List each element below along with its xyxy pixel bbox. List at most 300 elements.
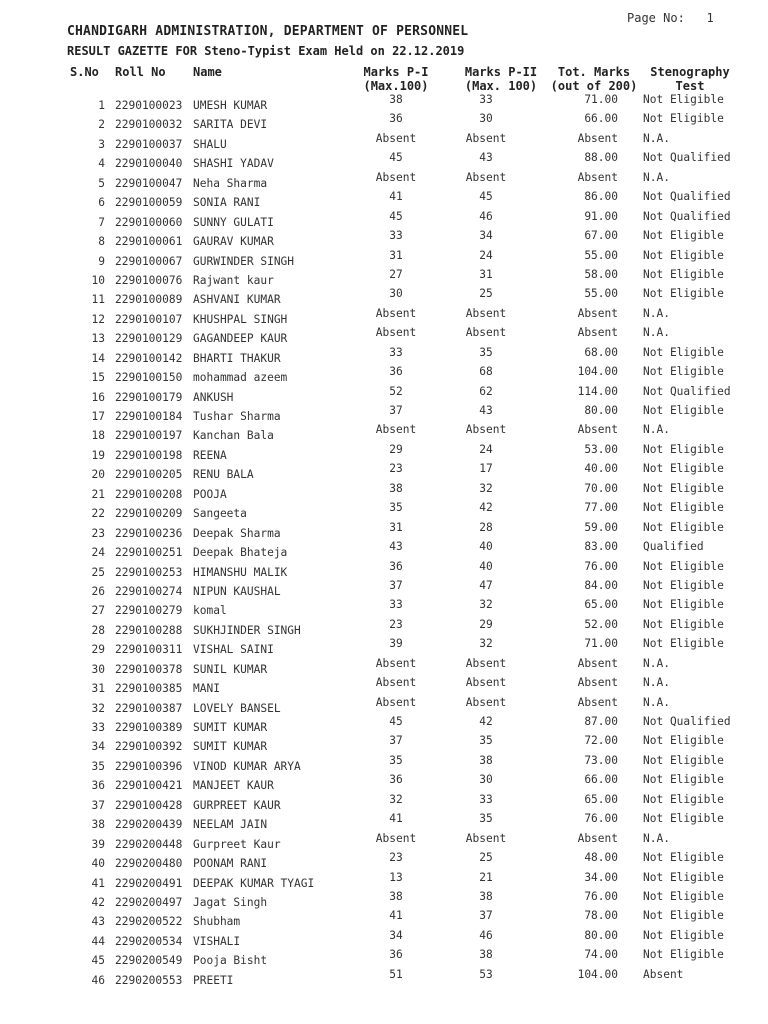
cell-roll-no: 2290100023 [115,99,183,112]
cell-total-marks: 70.00 [584,481,618,495]
cell-name: REENA [193,448,227,462]
cell-name: SUNIL KUMAR [193,662,268,676]
cell-sno: 46 [91,973,105,987]
cell-marks-p1: 38 [389,93,403,106]
cell-marks-p1: 45 [389,209,403,223]
cell-marks-p1: 41 [389,909,403,923]
cell-sno: 23 [91,526,105,540]
cell-marks-p2: 33 [479,93,493,106]
cell-name: SHASHI YADAV [193,157,274,171]
cell-roll-no: 2290100208 [115,487,183,501]
cell-total-marks: 68.00 [584,345,618,359]
cell-marks-p2: 53 [479,967,493,981]
cell-roll-no: 2290100387 [115,701,183,715]
cell-name: komal [193,604,227,618]
cell-roll-no: 2290200553 [115,973,183,987]
cell-steno-result: Not Eligible [643,617,724,631]
cell-total-marks: 65.00 [584,792,618,806]
cell-sno: 11 [91,293,105,307]
cell-total-marks: 77.00 [584,501,618,515]
cell-sno: 35 [91,759,105,773]
cell-total-marks: 74.00 [584,948,618,962]
cell-roll-no: 2290200522 [115,915,183,929]
header-marks-p1 [350,65,442,93]
cell-sno: 29 [91,643,105,657]
cell-steno-result: Not Eligible [643,112,724,126]
cell-total-marks: 88.00 [584,151,618,165]
cell-roll-no: 2290200549 [115,954,183,968]
cell-marks-p1: 52 [389,384,403,398]
cell-marks-p1: 41 [389,812,403,826]
cell-marks-p2: 24 [479,248,493,262]
header-total-line1: Tot. Marks [557,65,631,79]
cell-roll-no: 2290200480 [115,857,183,871]
cell-name: Gurpreet Kaur [193,837,281,851]
cell-steno-result: Qualified [643,540,704,554]
cell-total-marks: 52.00 [584,617,618,631]
cell-roll-no: 2290100040 [115,157,183,171]
cell-total-marks: 40.00 [584,462,618,476]
cell-total-marks: 55.00 [584,287,618,301]
cell-sno: 45 [91,954,105,968]
header-marks-p2-line1: Marks P-II [464,65,538,79]
cell-marks-p1: 29 [389,442,403,456]
cell-marks-p2: 62 [479,384,493,398]
cell-steno-result: Not Eligible [643,404,724,417]
cell-steno-result: Not Eligible [643,501,724,515]
cell-name: GAGANDEEP KAUR [193,332,288,346]
cell-sno: 12 [91,312,105,326]
cell-marks-p1: 35 [389,501,403,515]
cell-steno-result: Not Eligible [643,734,724,748]
cell-marks-p1: 33 [389,345,403,359]
cell-sno: 38 [91,818,105,832]
cell-steno-result: N.A. [643,831,670,845]
cell-name: VISHAL SAINI [193,643,274,657]
cell-roll-no: 2290100198 [115,448,183,462]
cell-marks-p2: 40 [479,540,493,554]
cell-sno: 2 [98,118,105,132]
cell-roll-no: 2290100428 [115,798,183,812]
cell-total-marks: Absent [577,423,618,437]
cell-roll-no: 2290100047 [115,176,183,190]
cell-marks-p1: 36 [389,112,403,126]
page-number-value: 1 [706,11,714,25]
cell-sno: 3 [98,137,105,151]
cell-marks-p1: Absent [375,423,417,437]
cell-marks-p2: 42 [479,501,493,515]
cell-name: SARITA DEVI [193,118,268,132]
cell-total-marks: 91.00 [584,209,618,223]
cell-sno: 17 [91,410,105,423]
cell-sno: 30 [91,662,105,676]
cell-name: SUMIT KUMAR [193,721,268,734]
cell-marks-p1: Absent [375,831,417,845]
cell-total-marks: 114.00 [577,384,618,398]
cell-marks-p2: 37 [479,909,493,923]
cell-sno: 19 [91,448,105,462]
header-sno: S.No [70,65,99,79]
cell-total-marks: 71.00 [584,637,618,651]
cell-sno: 31 [91,682,105,696]
document-subtitle: RESULT GAZETTE FOR Steno-Typist Exam Held on 22.12.2019 [67,44,465,58]
cell-name: UMESH KUMAR [193,99,268,112]
cell-roll-no: 2290100129 [115,332,183,346]
cell-name: POONAM RANI [193,857,268,871]
cell-steno-result: N.A. [643,170,670,184]
cell-name: BHARTI THAKUR [193,351,281,365]
cell-marks-p2: 43 [479,151,493,165]
cell-total-marks: 66.00 [584,773,618,787]
cell-marks-p1: 39 [389,637,403,651]
cell-sno: 39 [91,837,105,851]
cell-steno-result: Not Qualified [643,151,731,165]
cell-name: PREETI [193,973,234,987]
cell-total-marks: 73.00 [584,753,618,767]
cell-roll-no: 2290100142 [115,351,183,365]
cell-marks-p2: 38 [479,948,493,962]
cell-sno: 10 [91,273,105,287]
cell-roll-no: 2290100396 [115,759,183,773]
cell-steno-result: Not Qualified [643,715,731,728]
cell-roll-no: 2290100067 [115,254,183,268]
cell-marks-p2: 68 [479,365,493,379]
header-marks-p2 [455,65,547,93]
cell-marks-p2: 47 [479,578,493,592]
page-number [627,11,714,25]
cell-sno: 33 [91,721,105,734]
cell-total-marks: 67.00 [584,229,618,243]
cell-roll-no: 2290100205 [115,468,183,482]
cell-marks-p1: 23 [389,617,403,631]
cell-marks-p2: 45 [479,190,493,204]
cell-marks-p1: 45 [389,151,403,165]
cell-steno-result: Not Eligible [643,753,724,767]
cell-name: Pooja Bisht [193,954,268,968]
cell-roll-no: 2290100253 [115,565,183,579]
cell-roll-no: 2290100279 [115,604,183,618]
cell-total-marks: 55.00 [584,248,618,262]
cell-roll-no: 2290100032 [115,118,183,132]
header-marks-p2-line2: (Max. 100) [464,79,538,93]
cell-steno-result: N.A. [643,423,670,437]
cell-steno-result: Not Eligible [643,870,724,884]
cell-marks-p2: Absent [465,656,507,670]
cell-marks-p1: 34 [389,928,403,942]
cell-marks-p1: 38 [389,481,403,495]
cell-sno: 20 [91,468,105,482]
cell-steno-result: Not Eligible [643,93,724,106]
cell-total-marks: 78.00 [584,909,618,923]
cell-marks-p2: 24 [479,442,493,456]
cell-marks-p2: Absent [465,676,507,690]
cell-roll-no: 2290100061 [115,235,183,249]
cell-sno: 5 [98,176,105,190]
cell-marks-p1: Absent [375,306,417,320]
header-stenography-test [644,65,736,93]
cell-total-marks: 104.00 [577,365,618,379]
cell-total-marks: 84.00 [584,578,618,592]
cell-marks-p2: Absent [465,306,507,320]
cell-marks-p1: 23 [389,462,403,476]
cell-marks-p2: 17 [479,462,493,476]
cell-steno-result: N.A. [643,656,670,670]
header-marks-p1-line2: (Max.100) [363,79,429,93]
cell-total-marks: 65.00 [584,598,618,612]
cell-roll-no: 2290100037 [115,137,183,151]
cell-marks-p1: 45 [389,715,403,728]
cell-steno-result: Not Eligible [643,812,724,826]
cell-steno-result: N.A. [643,306,670,320]
cell-marks-p2: 32 [479,481,493,495]
cell-sno: 28 [91,623,105,637]
cell-roll-no: 2290100389 [115,721,183,734]
cell-roll-no: 2290100392 [115,740,183,754]
cell-marks-p1: 36 [389,365,403,379]
cell-name: ASHVANI KUMAR [193,293,281,307]
cell-steno-result: Not Eligible [643,345,724,359]
cell-sno: 41 [91,876,105,890]
cell-total-marks: Absent [577,170,618,184]
cell-total-marks: 76.00 [584,559,618,573]
cell-sno: 32 [91,701,105,715]
cell-name: mohammad azeem [193,371,288,385]
cell-steno-result: Not Qualified [643,190,731,204]
cell-total-marks: 53.00 [584,442,618,456]
cell-steno-result: Not Eligible [643,267,724,281]
cell-roll-no: 2290100150 [115,371,183,385]
cell-total-marks: Absent [577,656,618,670]
cell-total-marks: Absent [577,306,618,320]
cell-name: POOJA [193,487,227,501]
cell-marks-p2: Absent [465,170,507,184]
cell-name: LOVELY BANSEL [193,701,281,715]
table-row [0,967,768,990]
cell-name: NEELAM JAIN [193,818,268,832]
cell-name: VISHALI [193,934,241,948]
cell-marks-p2: 31 [479,267,493,281]
cell-steno-result: Not Eligible [643,248,724,262]
header-total-line2: (out of 200) [550,79,638,93]
cell-sno: 16 [91,390,105,404]
cell-marks-p1: 37 [389,578,403,592]
cell-name: SONIA RANI [193,196,261,210]
cell-name: RENU BALA [193,468,254,482]
cell-steno-result: Absent [643,967,684,981]
cell-name: SUKHJINDER SINGH [193,623,301,637]
cell-name: HIMANSHU MALIK [193,565,288,579]
cell-sno: 22 [91,507,105,521]
cell-marks-p1: 31 [389,248,403,262]
cell-marks-p2: 30 [479,112,493,126]
cell-name: Deepak Bhateja [193,546,288,560]
cell-marks-p2: 35 [479,345,493,359]
cell-sno: 7 [98,215,105,229]
cell-marks-p1: 41 [389,190,403,204]
cell-total-marks: 86.00 [584,190,618,204]
cell-steno-result: Not Eligible [643,851,724,865]
cell-steno-result: Not Eligible [643,287,724,301]
cell-marks-p1: Absent [375,131,417,145]
cell-steno-result: N.A. [643,131,670,145]
cell-name: MANJEET KAUR [193,779,274,793]
cell-total-marks: 87.00 [584,715,618,728]
cell-steno-result: Not Eligible [643,948,724,962]
cell-marks-p1: 13 [389,870,403,884]
cell-marks-p2: 21 [479,870,493,884]
cell-sno: 44 [91,934,105,948]
cell-sno: 15 [91,371,105,385]
cell-total-marks: Absent [577,676,618,690]
cell-roll-no: 2290100184 [115,410,183,423]
cell-roll-no: 2290100179 [115,390,183,404]
cell-marks-p2: 38 [479,889,493,903]
cell-roll-no: 2290200534 [115,934,183,948]
header-marks-p1-line1: Marks P-I [363,65,429,79]
cell-steno-result: Not Eligible [643,909,724,923]
cell-marks-p1: 37 [389,734,403,748]
cell-marks-p2: 38 [479,753,493,767]
cell-name: Deepak Sharma [193,526,281,540]
cell-marks-p2: 25 [479,287,493,301]
cell-total-marks: 83.00 [584,540,618,554]
cell-marks-p1: 35 [389,753,403,767]
cell-total-marks: Absent [577,831,618,845]
cell-steno-result: Not Eligible [643,442,724,456]
cell-steno-result: N.A. [643,695,670,709]
cell-sno: 13 [91,332,105,346]
cell-marks-p2: 32 [479,598,493,612]
cell-roll-no: 2290100274 [115,584,183,598]
cell-name: ANKUSH [193,390,234,404]
cell-marks-p2: Absent [465,423,507,437]
cell-total-marks: 80.00 [584,404,618,417]
cell-total-marks: 71.00 [584,93,618,106]
cell-name: SUMIT KUMAR [193,740,268,754]
cell-marks-p2: Absent [465,326,507,340]
cell-steno-result: Not Eligible [643,578,724,592]
cell-marks-p1: 38 [389,889,403,903]
cell-marks-p1: 36 [389,559,403,573]
cell-total-marks: 72.00 [584,734,618,748]
cell-steno-result: Not Qualified [643,209,731,223]
cell-total-marks: 58.00 [584,267,618,281]
cell-steno-result: Not Eligible [643,229,724,243]
cell-total-marks: 104.00 [577,967,618,981]
cell-sno: 14 [91,351,105,365]
result-table-body [0,93,768,990]
cell-roll-no: 2290100209 [115,507,183,521]
cell-roll-no: 2290200491 [115,876,183,890]
page-number-label: Page No: [627,11,685,25]
cell-marks-p2: 46 [479,209,493,223]
cell-total-marks: 76.00 [584,812,618,826]
cell-roll-no: 2290100421 [115,779,183,793]
cell-marks-p2: 25 [479,851,493,865]
cell-steno-result: Not Eligible [643,559,724,573]
cell-total-marks: 66.00 [584,112,618,126]
cell-marks-p2: 32 [479,637,493,651]
cell-sno: 26 [91,584,105,598]
cell-marks-p1: Absent [375,326,417,340]
cell-marks-p1: Absent [375,656,417,670]
cell-total-marks: 34.00 [584,870,618,884]
cell-steno-result: Not Qualified [643,384,731,398]
header-total-marks [548,65,640,93]
cell-name: GAURAV KUMAR [193,235,274,249]
cell-total-marks: Absent [577,695,618,709]
cell-marks-p1: Absent [375,170,417,184]
cell-marks-p1: 27 [389,267,403,281]
cell-sno: 25 [91,565,105,579]
cell-roll-no: 2290100236 [115,526,183,540]
cell-marks-p1: 23 [389,851,403,865]
cell-roll-no: 2290100378 [115,662,183,676]
cell-marks-p1: 37 [389,404,403,417]
cell-sno: 43 [91,915,105,929]
cell-sno: 40 [91,857,105,871]
cell-sno: 37 [91,798,105,812]
cell-sno: 42 [91,895,105,909]
cell-steno-result: Not Eligible [643,598,724,612]
cell-marks-p1: 36 [389,773,403,787]
cell-sno: 24 [91,546,105,560]
cell-roll-no: 2290100311 [115,643,183,657]
cell-marks-p1: 33 [389,598,403,612]
cell-marks-p1: 32 [389,792,403,806]
cell-marks-p2: 34 [479,229,493,243]
cell-steno-result: Not Eligible [643,365,724,379]
cell-steno-result: Not Eligible [643,928,724,942]
cell-marks-p2: 40 [479,559,493,573]
cell-marks-p1: 43 [389,540,403,554]
cell-sno: 9 [98,254,105,268]
cell-roll-no: 2290100059 [115,196,183,210]
cell-name: MANI [193,682,220,696]
cell-marks-p1: 51 [389,967,403,981]
cell-steno-result: Not Eligible [643,481,724,495]
cell-roll-no: 2290100060 [115,215,183,229]
cell-roll-no: 2290200497 [115,895,183,909]
cell-roll-no: 2290100385 [115,682,183,696]
cell-marks-p2: 29 [479,617,493,631]
cell-name: SUNNY GULATI [193,215,274,229]
cell-marks-p2: 43 [479,404,493,417]
cell-total-marks: 59.00 [584,520,618,534]
cell-steno-result: Not Eligible [643,520,724,534]
cell-roll-no: 2290100089 [115,293,183,307]
cell-sno: 18 [91,429,105,443]
cell-name: Shubham [193,915,241,929]
cell-name: Sangeeta [193,507,247,521]
cell-sno: 21 [91,487,105,501]
cell-steno-result: Not Eligible [643,889,724,903]
cell-name: Kanchan Bala [193,429,274,443]
cell-marks-p1: 30 [389,287,403,301]
cell-sno: 6 [98,196,105,210]
cell-sno: 27 [91,604,105,618]
cell-name: NIPUN KAUSHAL [193,584,281,598]
cell-marks-p2: 30 [479,773,493,787]
cell-name: VINOD KUMAR ARYA [193,759,301,773]
cell-total-marks: 76.00 [584,889,618,903]
cell-total-marks: 80.00 [584,928,618,942]
cell-roll-no: 2290100076 [115,273,183,287]
cell-total-marks: 48.00 [584,851,618,865]
cell-name: Neha Sharma [193,176,268,190]
cell-steno-result: Not Eligible [643,792,724,806]
cell-marks-p2: 28 [479,520,493,534]
